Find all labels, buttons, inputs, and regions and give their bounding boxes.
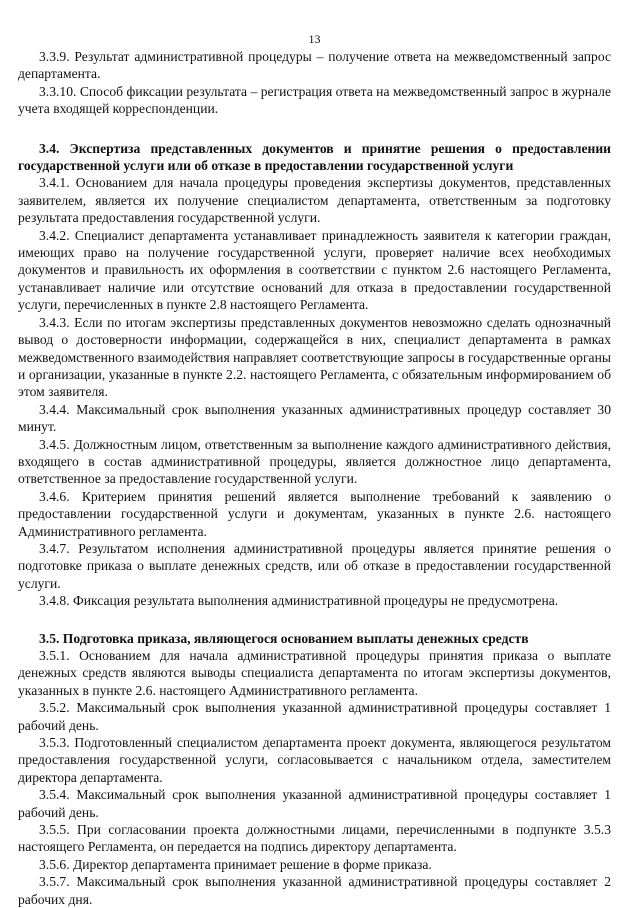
section-heading-3-4: 3.4. Экспертиза представленных документов и принятие решения о предоставлении государственной услуги или об отказе в предоставлении государственной услуги — [18, 140, 611, 174]
paragraph-3-5-5: 3.5.5. При согласовании проекта должностными лицами, перечисленными в подпункте 3.5.3 настоящего Регламента, он передается на подпись директору департамента. — [18, 822, 611, 855]
paragraph-3-5-1: 3.5.1. Основанием для начала административной процедуры принятия приказа о выплате денежных средств являются выводы специалиста департамента по итогам экспертизы документов, указанных в пункте 2.6. настоящего Административного регламента. — [18, 648, 611, 698]
paragraph-3-4-6: 3.4.6. Критерием принятия решений является выполнение требований к заявлению о предоставлении государственной услуги и документам, указанных в пункте 2.6. настоящего Административного регламента. — [18, 488, 611, 539]
paragraph-3-3-9: 3.3.9. Результат административной процедуры – получение ответа на межведомственный запрос департамента. — [18, 49, 611, 82]
section-gap — [18, 118, 611, 140]
paragraph-3-5-7: 3.5.7. Максимальный срок выполнения указанной административной процедуры составляет 2 рабочих дня. — [18, 874, 611, 907]
paragraph-3-4-5: 3.4.5. Должностным лицом, ответственным за выполнение каждого административного действия, входящего в состав административной процедуры, является должностное лицо департамента, ответственное за предоставление государственной услуги. — [18, 436, 611, 487]
paragraph-3-5-3: 3.5.3. Подготовленный специалистом департамента проект документа, являющегося результатом предоставления государственной услуги, согласовывается с начальником отдела, заместителем директора департамента. — [18, 735, 611, 785]
paragraph-3-3-10: 3.3.10. Способ фиксации результата – регистрация ответа на межведомственный запрос в журнале учета входящей корреспонденции. — [18, 83, 611, 117]
paragraph-3-5-4: 3.5.4. Максимальный срок выполнения указанной административной процедуры составляет 1 рабочий день. — [18, 787, 611, 820]
paragraph-3-4-1: 3.4.1. Основанием для начала процедуры проведения экспертизы документов, представленных заявителем, является их получение специалистом департамента, ответственным за подготовку результата предоставления государственной услуги. — [18, 175, 611, 226]
paragraph-3-5-6: 3.5.6. Директор департамента принимает решение в форме приказа. — [39, 856, 432, 872]
paragraph-3-4-2: 3.4.2. Специалист департамента устанавливает принадлежность заявителя к категории граждан, имеющих право на получение государственной услуги, проверяет наличие всех необходимых документов и правильность их оформления в соответствии с пунктом 2.6 настоящего Регламента, устанавливает наличие или отсутствие оснований для отказа в предоставлении государственной услуги, перечисленных в пункте 2.8 настоящего Регламента. — [18, 227, 611, 313]
paragraph-3-4-7: 3.4.7. Результатом исполнения административной процедуры является принятие решения о подготовке приказа о выплате денежных средств, или об отказе в предоставлении государственной услуги. — [18, 540, 611, 591]
paragraph-3-4-4: 3.4.4. Максимальный срок выполнения указанных административных процедур составляет 30 минут. — [18, 401, 611, 435]
paragraph-3-4-3: 3.4.3. Если по итогам экспертизы представленных документов невозможно сделать однозначный вывод о достоверности информации, содержащейся в них, специалист департамента в рамках межведомственного взаимодействия направляет соответствующие запросы в государственные органы и организации, указанные в пункте 2.2. настоящего Регламента, с обязательным информированием об этом заявителя. — [18, 314, 611, 400]
paragraph-3-5-2: 3.5.2. Максимальный срок выполнения указанной административной процедуры составляет 1 рабочий день. — [18, 700, 611, 733]
document-page — [18, 32, 611, 908]
paragraph-3-4-8: 3.4.8. Фиксация результата выполнения административной процедуры не предусмотрена. — [39, 593, 559, 609]
section-gap — [18, 610, 611, 630]
page-number: 13 — [308, 32, 321, 46]
section-heading-3-5: 3.5. Подготовка приказа, являющегося основанием выплаты денежных средств — [39, 630, 529, 646]
